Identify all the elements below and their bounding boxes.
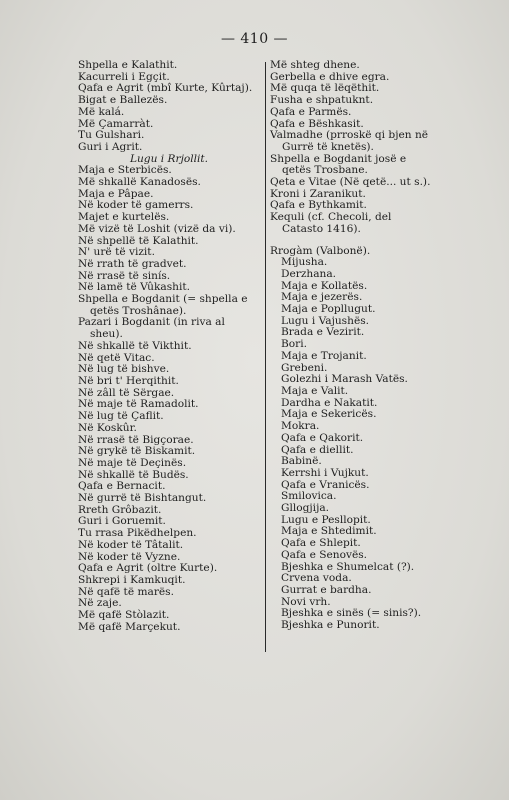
place-name-entry: Gerbella e dhive egra. (270, 70, 390, 83)
place-name-entry: Më quqa të lëqëthit. (270, 82, 380, 95)
place-name-entry: Shpella e Kalathit. (78, 59, 178, 71)
column-divider (265, 62, 266, 652)
place-name-entry: Në shkallë të Budës. (78, 468, 189, 481)
left-column (78, 60, 260, 633)
place-name-entry: Qafa e diellit. (281, 443, 354, 456)
place-name-entry: Në gurrë të Bishtangut. (78, 492, 207, 505)
page-number: — 410 — (220, 31, 289, 47)
place-name-entry: Maja e Sekericës. (281, 408, 377, 421)
place-name-entry: Më shkallë Kanadosës. (78, 176, 201, 189)
place-name-entry: Babinë. (281, 455, 322, 468)
place-name-entry: Më kalá. (78, 105, 125, 118)
place-name-entry: Kequli (cf. Checoli, del Catasto 1416). (270, 211, 392, 235)
place-name-entry: Qafa e Bëshkasit. (270, 117, 364, 130)
place-name-entry: Më vizë të Loshit (vizë da vi). (78, 222, 236, 235)
place-name-entry: Bjeshka e sinës (= sinis?). (281, 607, 422, 620)
place-name-entry: Dardha e Nakatit. (281, 396, 378, 409)
place-name-entry: Në qetë Vitac. (78, 351, 155, 364)
place-name-entry: Brada e Vezirit. (281, 326, 365, 339)
place-name-entry: Në rrasë të Bigçorae. (78, 433, 194, 446)
place-name-entry: Në rrasë të sinís. (78, 269, 171, 282)
place-name-entry: Maja e Pâpae. (78, 187, 154, 200)
place-name-entry: Maja e Popllugut. (281, 303, 376, 316)
place-name-entry: Valmadhe (prroskë qi bjen në Gurrë të knetës). (270, 129, 429, 153)
place-name-entry: Qafa e Agrit (oltre Kurte). (78, 562, 218, 575)
place-name-entry: Në Koskûr. (78, 421, 137, 434)
right-column (270, 60, 432, 632)
place-name-entry: Rreth Grôbazit. (78, 503, 162, 516)
place-name-entry: Në koder të gamerrs. (78, 199, 194, 212)
place-name-entry: Maja e jezerës. (281, 291, 363, 304)
place-name-entry: Smilovica. (281, 490, 337, 503)
place-name-entry: Bjeshka e Shumelcat (?). (281, 560, 415, 573)
place-name-entry: Qafa e Qakorit. (281, 431, 364, 444)
place-name-entry: Kacurreli i Egçit. (78, 70, 170, 83)
place-name-entry: Tu Gulshari. (78, 129, 145, 142)
place-name-entry: Në koder të Vyzne. (78, 550, 181, 563)
place-name-entry: Mijusha. (281, 256, 328, 269)
place-name-entry: Në grykë të Biskamit. (78, 445, 196, 458)
place-name-entry: Tu rrasa Pikëdhelpen. (78, 527, 197, 540)
place-name-entry: Maja e Shtedimit. (281, 525, 377, 538)
place-name-entry: Kroni i Zaranikut. (270, 187, 366, 200)
place-name-entry: Qafa e Senovës. (281, 548, 368, 561)
place-name-entry: Majet e kurtelës. (78, 211, 170, 224)
place-name-entry: Lugu e Pesllopit. (281, 513, 371, 526)
place-name-entry: Qafa e Shlepit. (281, 537, 361, 550)
place-name-entry: Qafa e Bernacit. (78, 480, 166, 493)
place-name-entry: Më qafë Stòlazit. (78, 609, 170, 622)
place-name-entry: Qafa e Agrit (mbî Kurte, Kûrtaj). (78, 82, 253, 95)
place-name-entry: Bjeshka e Punorit. (281, 619, 380, 632)
place-name-entry: Qafa e Bythkamit. (270, 199, 367, 212)
place-name-entry: Gurrat e bardha. (281, 583, 372, 596)
place-name-entry: Në lug të Çaflit. (78, 410, 164, 423)
place-name-entry: Në lamë të Vûkashit. (78, 281, 190, 294)
place-name-entry: Kerrshi i Vujkut. (281, 466, 369, 479)
place-name-entry: Lugu i Vajushës. (281, 314, 370, 327)
place-name-entry: Në zaje. (78, 597, 122, 610)
place-name-entry: Crvena voda. (281, 572, 352, 585)
place-name-entry: Pazari i Bogdanit (in riva al sheu). (78, 316, 225, 341)
place-name-entry: Mokra. (281, 420, 320, 433)
place-name-entry: Gllogjija. (281, 502, 330, 515)
place-name-entry: Bori. (281, 338, 307, 351)
place-name-entry: Rrogàm (Valbonë). (270, 244, 371, 257)
place-name-entry: Maja e Kollatës. (281, 279, 368, 292)
place-name-entry: Në maje të Ramadolit. (78, 398, 199, 411)
place-name-entry: Më shteg dhene. (270, 59, 360, 71)
place-name-entry: Grebeni. (281, 361, 328, 374)
place-name-entry: Më qafë Marçekut. (78, 620, 181, 633)
place-name-entry: Në rrath të gradvet. (78, 257, 187, 270)
place-name-entry: Maja e Trojanit. (281, 349, 367, 362)
place-name-entry: Maja e Sterbicës. (78, 164, 172, 177)
place-name-entry: Bigat e Ballezës. (78, 94, 168, 107)
place-name-entry: Qafa e Vranicës. (281, 478, 370, 491)
place-name-entry: Shpella e Bogdanit (= shpella e qetës Troshânae). (78, 293, 248, 317)
place-name-entry: Shpella e Bogdanit josë e qetës Trosbane. (270, 152, 407, 177)
place-name-entry: Novi vrh. (281, 595, 331, 608)
place-name-entry: Guri i Goruemit. (78, 515, 166, 528)
place-name-entry: Lugu i Rrjollit. (129, 152, 209, 165)
place-name-entry: Qafa e Parmës. (270, 105, 352, 118)
place-name-entry: Në qafë të marës. (78, 585, 174, 598)
place-name-entry: Në lug të bishve. (78, 363, 170, 376)
place-name-entry: Qeta e Vitae (Në qetë... ut s.). (270, 176, 431, 189)
place-name-entry: Golezhi i Marash Vatës. (281, 373, 408, 386)
place-name-entry: Maja e Valit. (281, 384, 349, 397)
place-name-entry: Në shkallë të Vikthit. (78, 339, 192, 352)
place-name-entry: Në zâll të Sërgae. (78, 386, 175, 399)
place-name-entry: Në maje të Deçinës. (78, 456, 187, 469)
place-name-entry: Më Çamarràt. (78, 117, 154, 130)
place-name-entry: Në shpellë të Kalathit. (78, 234, 199, 247)
place-name-entry: Shkrepi i Kamkuqit. (78, 573, 186, 586)
place-name-entry: Në koder të Tâtalit. (78, 538, 184, 551)
place-name-entry: Derzhana. (281, 267, 337, 280)
place-name-entry: Guri i Agrit. (78, 140, 143, 153)
place-name-entry: Në bri t' Herqithit. (78, 374, 179, 387)
place-name-entry: Fusha e shpatuknt. (270, 94, 374, 107)
place-name-entry: N' urë të vizit. (78, 246, 155, 259)
